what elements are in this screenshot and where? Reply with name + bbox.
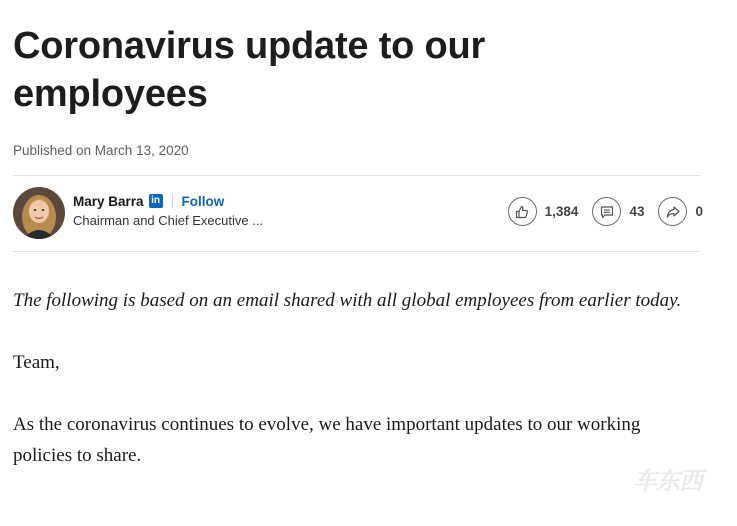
follow-button[interactable]: Follow xyxy=(181,193,225,209)
comment-button[interactable] xyxy=(592,197,621,226)
article-title: Coronavirus update to our employees xyxy=(13,25,486,115)
comment-icon xyxy=(599,204,615,220)
comments-group xyxy=(592,197,644,226)
linkedin-icon: in xyxy=(149,194,163,208)
author-name[interactable]: Mary Barra xyxy=(73,193,144,209)
likes-group xyxy=(508,197,579,226)
social-actions xyxy=(508,197,703,226)
divider xyxy=(13,251,701,252)
comments-count: 43 xyxy=(629,204,645,219)
article-greeting: Team, xyxy=(13,352,60,373)
share-button[interactable] xyxy=(658,197,687,226)
published-date: Published on March 13, 2020 xyxy=(13,143,189,158)
like-button[interactable] xyxy=(508,197,537,226)
author-headline: Chairman and Chief Executive ... xyxy=(73,213,264,228)
article-intro: The following is based on an email shared with all global employees from earlier today. xyxy=(13,290,682,311)
author-bar xyxy=(13,176,703,251)
author-name-row xyxy=(73,192,224,210)
shares-count: 0 xyxy=(695,204,703,219)
likes-count: 1,384 xyxy=(544,204,579,219)
article xyxy=(13,0,703,471)
share-icon xyxy=(665,204,681,220)
separator xyxy=(172,194,173,208)
article-paragraph: As the coronavirus continues to evolve, we have important updates to our working policies to share. xyxy=(13,414,641,466)
watermark: 车东西 xyxy=(633,467,702,495)
thumbs-up-icon xyxy=(514,204,530,220)
shares-group xyxy=(658,197,703,226)
avatar[interactable] xyxy=(13,187,65,239)
